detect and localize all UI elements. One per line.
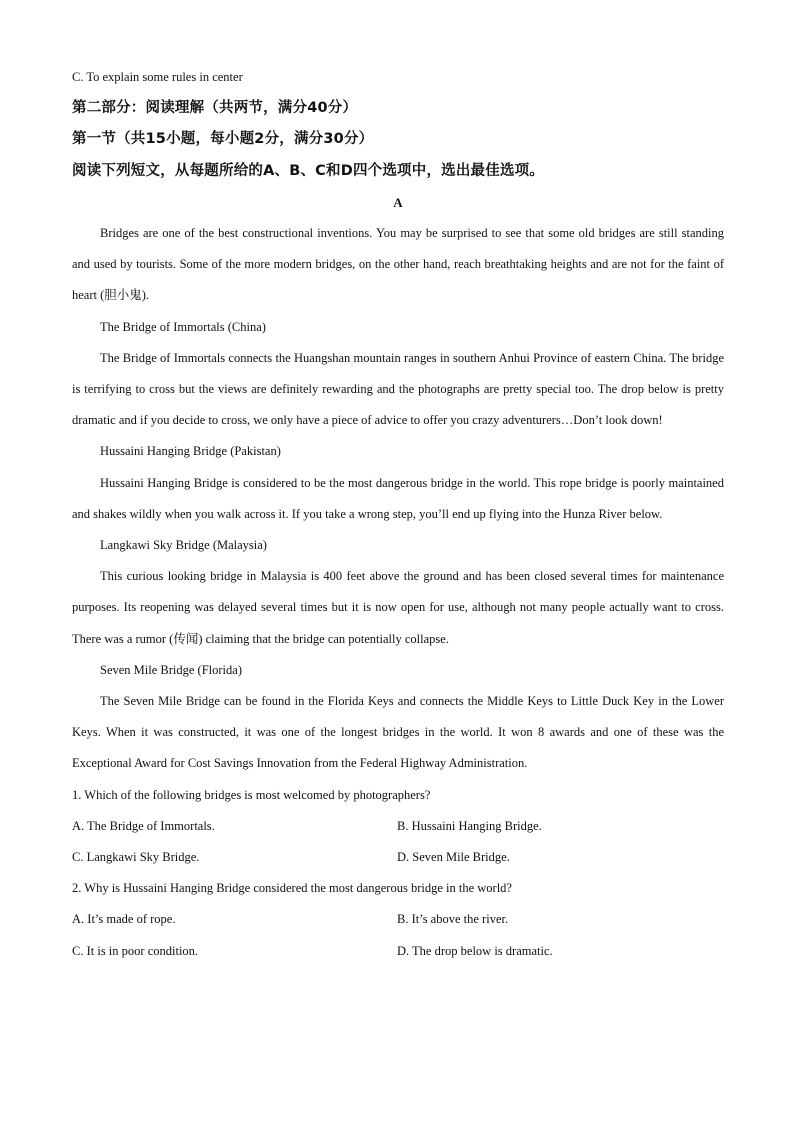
exam-page	[72, 62, 724, 967]
question-1-options-row-1	[72, 811, 724, 842]
bridge-title-hussaini: Hussaini Hanging Bridge (Pakistan)	[100, 444, 281, 459]
question-2-options-row-2	[72, 936, 724, 967]
passage-label: A	[393, 194, 403, 210]
bridge-text-immortals: The Bridge of Immortals connects the Huangshan mountain ranges in southern Anhui Province of eastern China. The bridge is terrifying to cross but the views are definitely rewarding and the photographs are pretty special too. The drop below is pretty dramatic and if you decide to cross, we only have a piece of advice to offer you crazy adventurers…Don’t look down!	[72, 350, 724, 428]
part-heading: 第二部分：阅读理解（共两节，满分40分）	[72, 100, 358, 117]
question-1-option-a: A. The Bridge of Immortals.	[72, 818, 215, 833]
question-2-option-a: A. It’s made of rope.	[72, 912, 176, 927]
section-heading: 第一节（共15小题，每小题2分，满分30分）	[72, 131, 374, 148]
previous-question-option-c: C. To explain some rules in center	[72, 70, 243, 84]
question-2-option-d: D. The drop below is dramatic.	[397, 943, 553, 958]
bridge-title-seven-mile: Seven Mile Bridge (Florida)	[100, 662, 242, 677]
passage-intro: Bridges are one of the best constructional inventions. You may be surprised to see that some old bridges are still standing and used by tourists. Some of the more modern bridges, on the other hand, reach breathtaking heights and are not for the faint of heart (胆小鬼).	[72, 226, 724, 303]
bridge-text-seven-mile: The Seven Mile Bridge can be found in the Florida Keys and connects the Middle Keys to Little Duck Key in the Lower Keys. When it was constructed, it was one of the longest bridges in the world. It won 8 awards and one of these was the Exceptional Award for Cost Savings Innovation from the Federal Highway Administration.	[72, 694, 724, 771]
question-2-option-b: B. It’s above the river.	[397, 912, 509, 927]
question-1-stem: 1. Which of the following bridges is most welcomed by photographers?	[72, 787, 431, 802]
bridge-text-hussaini: Hussaini Hanging Bridge is considered to be the most dangerous bridge in the world. This rope bridge is poorly maintained and shakes wildly when you walk across it. If you take a wrong step, you’ll end up flying into the Hunza River below.	[72, 475, 724, 521]
question-1-option-c: C. Langkawi Sky Bridge.	[72, 850, 200, 865]
question-2-option-c: C. It is in poor condition.	[72, 943, 199, 958]
bridge-title-immortals: The Bridge of Immortals (China)	[100, 319, 266, 334]
question-1-option-d: D. Seven Mile Bridge.	[397, 850, 510, 865]
bridge-text-langkawi: This curious looking bridge in Malaysia is 400 feet above the ground and has been closed several times for maintenance purposes. Its reopening was delayed several times but it is now open for use, although not many people actually want to cross. There was a rumor (传闻) claiming that the bridge can potentially collapse.	[72, 569, 724, 646]
question-2-stem: 2. Why is Hussaini Hanging Bridge considered the most dangerous bridge in the world?	[72, 881, 512, 896]
bridge-title-langkawi: Langkawi Sky Bridge (Malaysia)	[100, 538, 267, 553]
instructions: 阅读下列短文，从每题所给的A、B、C和D四个选项中，选出最佳选项。	[72, 162, 545, 179]
question-1-option-b: B. Hussaini Hanging Bridge.	[397, 818, 542, 833]
question-1-options-row-2	[72, 842, 724, 873]
question-2-options-row-1	[72, 904, 724, 935]
